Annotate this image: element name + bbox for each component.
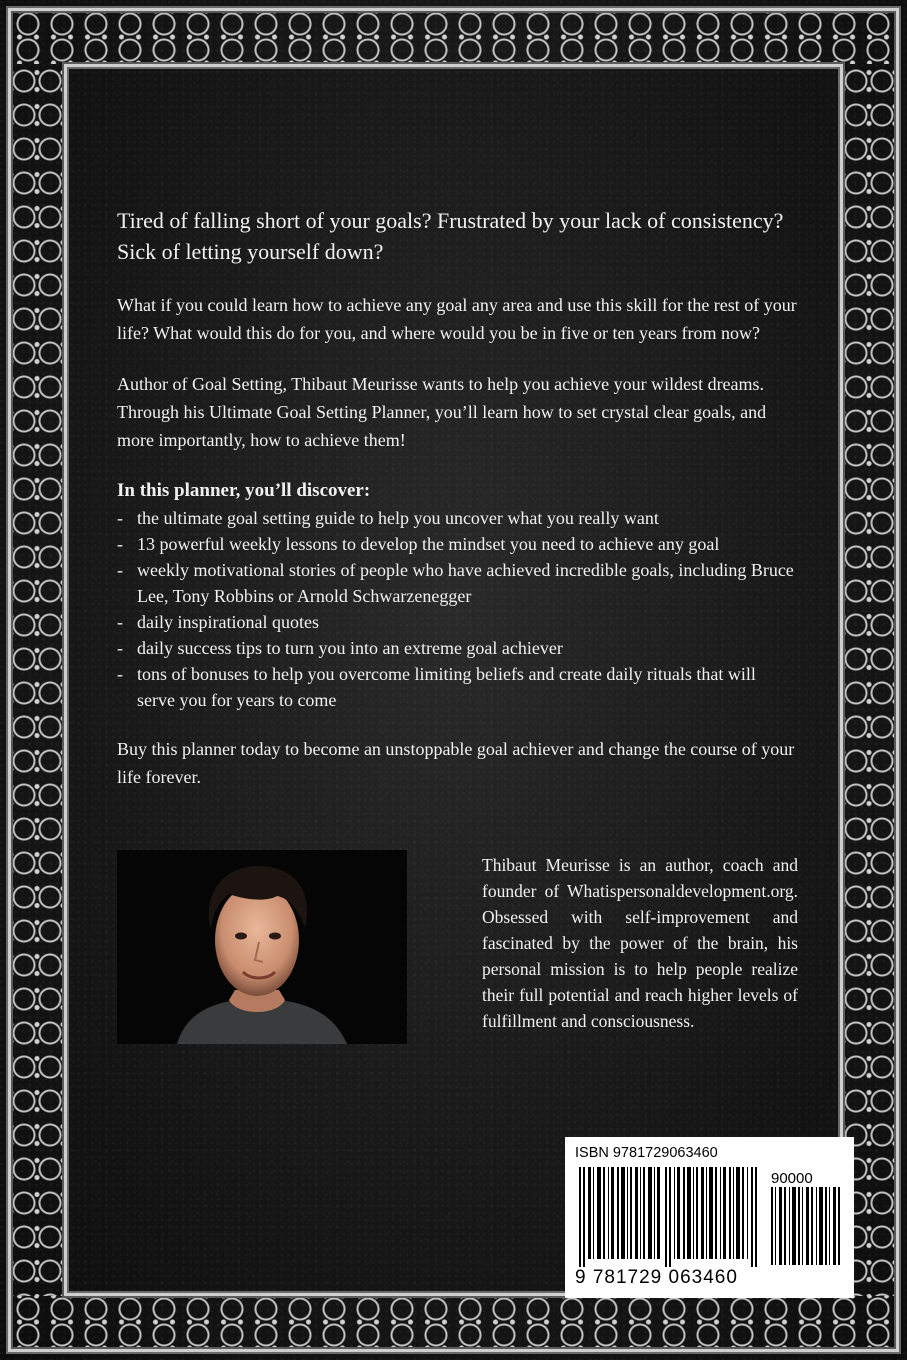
paragraph-1: What if you could learn how to achieve any goal any area and use this skill for the rest of your life? What would this do for you, and where would you be in five or ten years from now?: [117, 295, 797, 343]
barcode-bars: [579, 1167, 759, 1267]
list-item: - daily success tips to turn you into an extreme goal achiever: [117, 635, 797, 661]
author-portrait-illustration: [117, 850, 407, 1044]
closing-text: Buy this planner today to become an unstoppable goal achiever and change the course of your life forever.: [117, 739, 795, 787]
intro-text: Tired of falling short of your goals? Frustrated by your lack of consistency? Sick of letting yourself down?: [117, 208, 784, 264]
list-heading: In this planner, you’ll discover:: [117, 480, 371, 501]
paragraph-2: Author of Goal Setting, Thibaut Meurisse wants to help you achieve your wildest dreams. Through his Ultimate Goal Setting Planner, you’ll learn how to set crystal clear goals, and more importantly, how to achieve them!: [117, 374, 767, 450]
list-item: - daily inspirational quotes: [117, 609, 797, 635]
barcode-digits: 9 781729 063460: [575, 1267, 738, 1288]
list-item: - the ultimate goal setting guide to help you uncover what you really want: [117, 505, 797, 531]
price-barcode-bars: [771, 1187, 843, 1265]
list-item: - tons of bonuses to help you overcome limiting beliefs and create daily rituals that will serve you for years to come: [117, 661, 797, 713]
author-bio: Thibaut Meurisse is an author, coach and founder of Whatispersonaldevelopment.org. Obsessed with self-improvement and fascinated by the power of the brain, his personal mission is to help people realize their full potential and reach higher levels of fulfillment and consciousness.: [482, 855, 798, 1031]
author-photo: [117, 850, 407, 1044]
list-item: - weekly motivational stories of people who have achieved incredible goals, including Bruce Lee, Tony Robbins or Arnold Schwarzenegger: [117, 557, 797, 609]
feature-list: [117, 505, 797, 713]
isbn-barcode: [565, 1137, 854, 1298]
isbn-label: ISBN 9781729063460: [575, 1145, 718, 1161]
back-cover-text: [117, 205, 797, 814]
list-item: - 13 powerful weekly lessons to develop the mindset you need to achieve any goal: [117, 531, 797, 557]
price-code: 90000: [771, 1170, 813, 1187]
